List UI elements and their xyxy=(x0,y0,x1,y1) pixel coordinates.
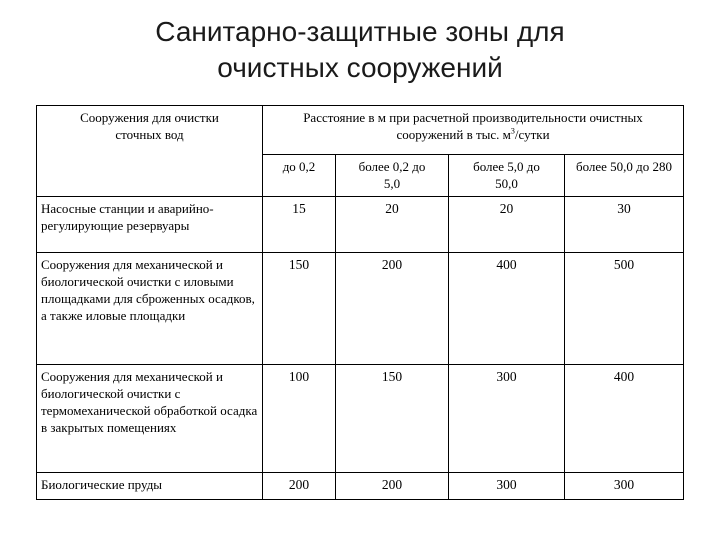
row-value: 200 xyxy=(336,473,449,500)
header-distance-text: Расстояние в м при расчетной производительности очистных сооружений в тыс. м xyxy=(303,110,643,142)
table-header-row xyxy=(37,106,684,155)
table-row xyxy=(37,197,684,253)
table-row xyxy=(37,473,684,500)
row-name: Сооружения для механической и биологической очистки с иловыми площадками для сброженных осадков, а также иловые площадки xyxy=(37,253,263,365)
table-row xyxy=(37,365,684,473)
row-value: 200 xyxy=(336,253,449,365)
subheader-cell: более 5,0 до 50,0 xyxy=(449,155,565,197)
subheader-cell: до 0,2 xyxy=(263,155,336,197)
row-value: 30 xyxy=(565,197,684,253)
table-row xyxy=(37,253,684,365)
row-value: 300 xyxy=(565,473,684,500)
subheader-cell: более 50,0 до 280 xyxy=(565,155,684,197)
header-distance-group xyxy=(263,106,684,155)
row-value: 400 xyxy=(449,253,565,365)
header-distance-sup: 3 xyxy=(510,126,515,136)
header-distance-suffix: /сутки xyxy=(514,127,550,142)
row-value: 20 xyxy=(336,197,449,253)
row-value: 15 xyxy=(263,197,336,253)
row-value: 20 xyxy=(449,197,565,253)
row-value: 150 xyxy=(263,253,336,365)
row-value: 150 xyxy=(336,365,449,473)
subheader-cell: более 0,2 до 5,0 xyxy=(336,155,449,197)
page-title xyxy=(0,14,720,86)
row-name: Насосные станции и аварийно-регулирующие резервуары xyxy=(37,197,263,253)
row-value: 300 xyxy=(449,365,565,473)
row-value: 100 xyxy=(263,365,336,473)
title-line-1: Санитарно-защитные зоны для xyxy=(155,16,565,47)
row-name: Биологические пруды xyxy=(37,473,263,500)
row-value: 300 xyxy=(449,473,565,500)
row-name: Сооружения для механической и биологической очистки с термомеханической обработкой осадка в закрытых помещениях xyxy=(37,365,263,473)
sanitary-zones-table xyxy=(36,105,684,500)
title-line-2: очистных сооружений xyxy=(217,52,503,83)
row-value: 400 xyxy=(565,365,684,473)
row-value: 500 xyxy=(565,253,684,365)
row-value: 200 xyxy=(263,473,336,500)
header-facilities: Сооружения для очистки сточных вод xyxy=(37,106,263,197)
